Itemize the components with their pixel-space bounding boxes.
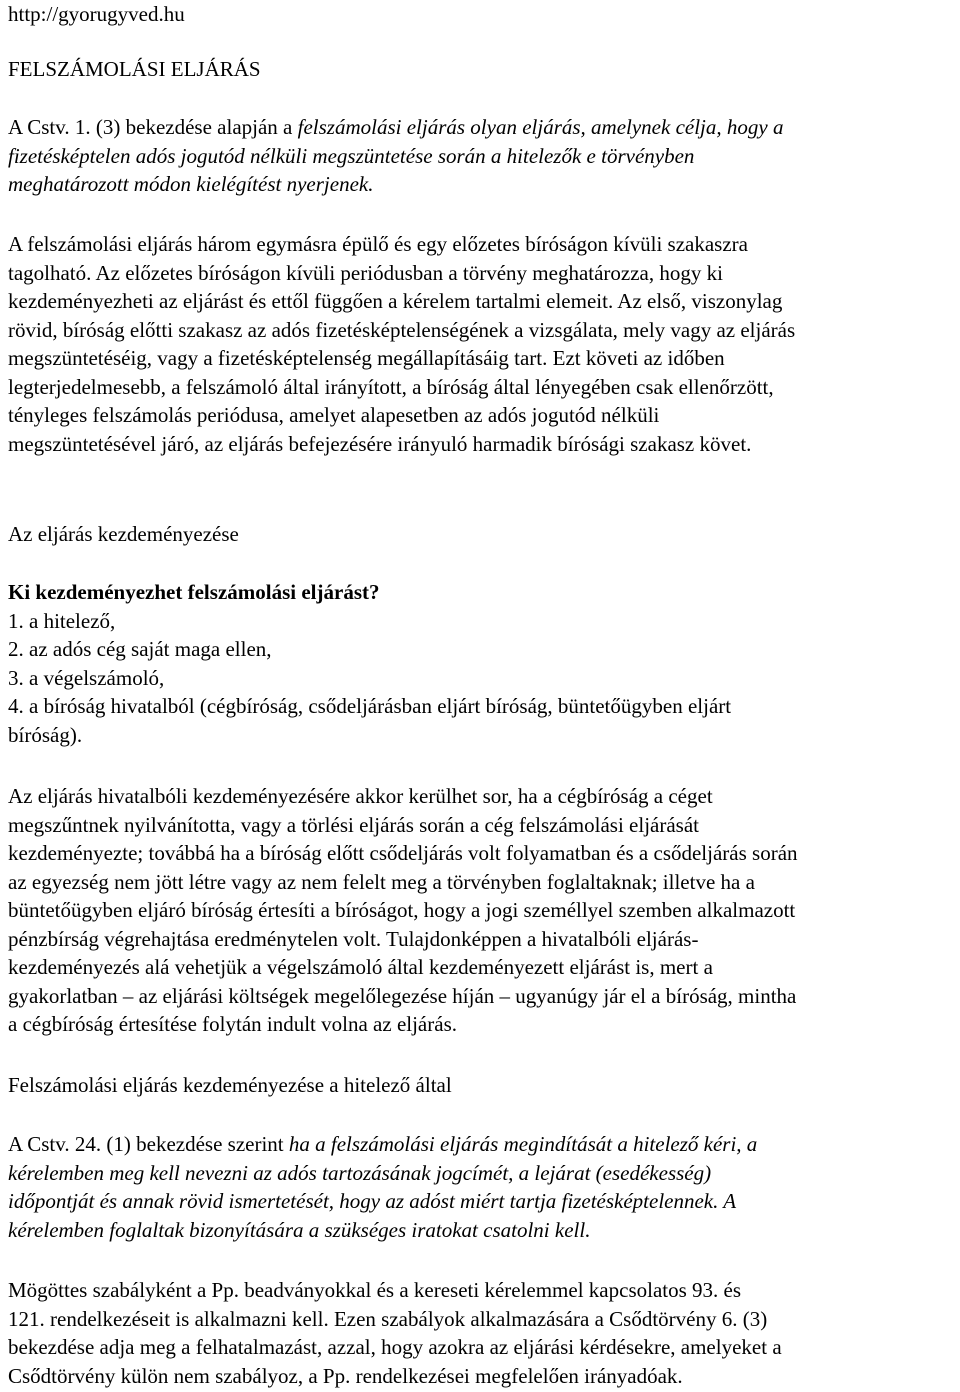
initiators-block — [8, 578, 731, 749]
creditor-line-2: kérelemben meg kell nevezni az adós tartozásának jogcímét, a lejárat (esedékesség) — [8, 1160, 712, 1185]
document-title: FELSZÁMOLÁSI ELJÁRÁS — [8, 57, 261, 81]
ex-officio-line: az egyezség nem jött létre vagy az nem felelt meg a törvényben foglaltaknak; illetve ha a — [8, 869, 755, 894]
list-item: bíróság). — [8, 722, 83, 747]
pp-paragraph — [8, 1276, 782, 1390]
list-item: 3. a végelszámoló, — [8, 665, 165, 690]
stages-line: megszüntetéséig, vagy a fizetésképtelenség megállapításáig tart. Ezt követi az időben — [8, 346, 725, 370]
ex-officio-line: pénzbírság végrehajtása eredménytelen volt. Tulajdonképpen a hivatalbóli eljárás- — [8, 926, 699, 951]
ex-officio-line: kezdeményezés alá vehetjük a végelszámoló által kezdeményezett eljárást is, mert a — [8, 955, 713, 979]
pp-line: bekezdése adja meg a felhatalmazást, azzal, hogy azokra az eljárási kérdésekre, amelyeket a — [8, 1335, 782, 1359]
intro-italic-1: felszámolási eljárás olyan eljárás, amelynek célja, hogy a — [297, 115, 784, 139]
intro-paragraph — [8, 113, 783, 199]
section-heading-initiation: Az eljárás kezdeményezése — [8, 522, 239, 546]
stages-line: megszüntetésével járó, az eljárás befejezésére irányuló harmadik bírósági szakasz követ. — [8, 431, 752, 456]
ex-officio-paragraph — [8, 782, 798, 1039]
ex-officio-line: gyakorlatban – az eljárási költségek megelőlegezése híján – ugyanúgy jár el a bíróság, mintha — [8, 983, 797, 1008]
stages-line: kezdeményezheti az eljárást és ettől függően a kérelem tartalmi elemeit. Az első, viszonylag — [8, 289, 783, 313]
header-url[interactable]: http://gyorugyved.hu — [8, 2, 185, 26]
stages-paragraph — [8, 230, 795, 458]
intro-prefix: A Cstv. 1. (3) bekezdése alapján a — [8, 115, 298, 139]
pp-line: 121. rendelkezéseit is alkalmazni kell. Ezen szabályok alkalmazására a Csődtörvény 6. (3) — [8, 1306, 768, 1331]
stages-line: tagolható. Az előzetes bíróságon kívüli periódusban a törvény meghatározza, hogy ki — [8, 260, 723, 285]
ex-officio-line: Az eljárás hivatalbóli kezdeményezésére akkor kerülhet sor, ha a cégbíróság a céget — [8, 784, 713, 808]
ex-officio-line: kezdeményezte; továbbá ha a bíróság előtt csődeljárás volt folyamatban és a csődeljárás során — [8, 841, 798, 865]
list-item: 1. a hitelező, — [8, 608, 116, 633]
creditor-line-1 — [8, 1130, 757, 1159]
intro-line-1 — [8, 113, 783, 142]
stages-line: rövid, bíróság előtti szakasz az adós fizetésképtelenségének a vizsgálata, mely vagy az eljárás — [8, 317, 796, 342]
stages-line: tényleges felszámolás periódusa, amelyet alapesetben az adós jogutód nélküli — [8, 403, 660, 427]
creditor-prefix: A Cstv. 24. (1) bekezdése szerint — [8, 1132, 289, 1156]
ex-officio-line: büntetőügyben eljáró bíróság értesíti a bíróságot, hogy a jogi személlyel szemben alkalmazott — [8, 898, 796, 922]
creditor-line-3: időpontját és annak rövid ismertetését, hogy az adóst miért tartja fizetésképtelennek. A — [8, 1189, 737, 1213]
creditor-line-4: kérelemben foglaltak bizonyítására a szükséges iratokat csatolni kell. — [8, 1217, 591, 1242]
pp-line: Mögöttes szabályként a Pp. beadványokkal és a kereseti kérelemmel kapcsolatos 93. és — [8, 1278, 742, 1302]
question-heading: Ki kezdeményezhet felszámolási eljárást? — [8, 580, 380, 604]
pp-line: Csődtörvény külön nem szabályoz, a Pp. rendelkezései megfelelően irányadóak. — [8, 1363, 683, 1388]
list-item: 4. a bíróság hivatalból (cégbíróság, csődeljárásban eljárt bíróság, büntetőügyben eljárt — [8, 694, 732, 718]
stages-line: A felszámolási eljárás három egymásra épülő és egy előzetes bíróságon kívüli szakaszra — [8, 232, 748, 256]
creditor-paragraph — [8, 1130, 757, 1244]
intro-line-3: meghatározott módon kielégítést nyerjenek. — [8, 172, 374, 196]
creditor-italic-1: ha a felszámolási eljárás megindítását a hitelező kéri, a — [288, 1132, 758, 1156]
list-item: 2. az adós cég saját maga ellen, — [8, 637, 272, 661]
ex-officio-line: megszűntnek nyilvánította, vagy a törlési eljárás során a cég felszámolási eljárását — [8, 812, 699, 837]
section-heading-creditor: Felszámolási eljárás kezdeményezése a hitelező által — [8, 1073, 452, 1097]
stages-line: legterjedelmesebb, a felszámoló által irányított, a bíróság által lényegében csak ellenőrzött, — [8, 374, 774, 399]
intro-line-2: fizetésképtelen adós jogutód nélküli megszüntetése során a hitelezők e törvényben — [8, 143, 695, 168]
ex-officio-line: a cégbíróság értesítése folytán indult volna az eljárás. — [8, 1012, 457, 1036]
